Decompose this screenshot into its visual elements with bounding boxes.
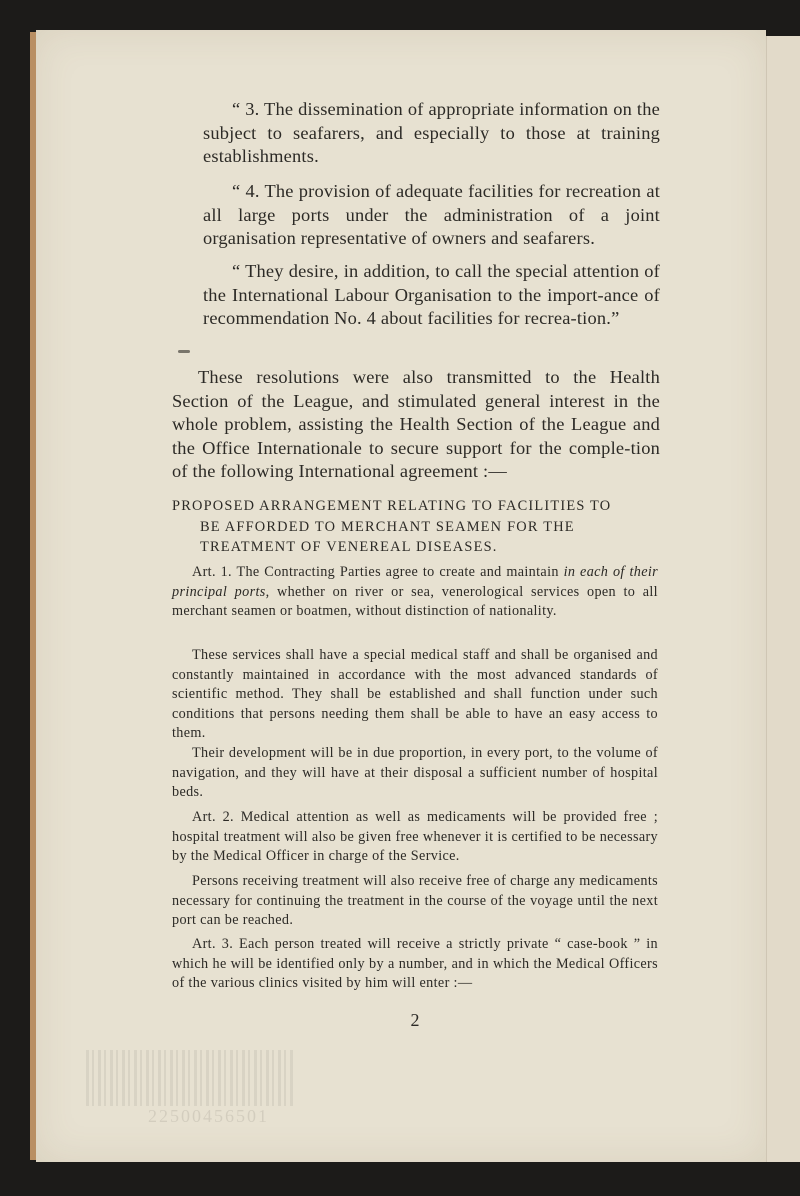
article-3: Art. 3. Each person treated will receive a strictly private “ case-book ” in which he will be identified only by a number, and in which the Medical Officers of the various clinics visited by him will enter :— [172, 936, 658, 991]
pencil-mark [178, 350, 190, 353]
article-1-text: Art. 1. The Contracting Parties agree to create and maintain [192, 564, 564, 580]
article-1-italic: in each of their principal ports [172, 564, 659, 600]
paragraph-item-4: “ 4. The provision of adequate facilities for recreation at all large ports under the administration of a joint organisation representative of owners and seafarers. [203, 181, 660, 248]
article-1-text-end: , whether on river or sea, venerological services open to all merchant seamen or boatmen, without distinction of nationality. [172, 583, 658, 619]
barcode-ghost [86, 1050, 296, 1106]
paragraph-persons: Persons receiving treatment will also receive free of charge any medicaments necessary for continuing the treatment in the course of the voyage until the next port can be reached. [172, 873, 658, 928]
paragraph-desire: “ They desire, in addition, to call the special attention of the International Labour Organisation to the import-ance of recommendation No. 4 about facilities for recrea-tion.” [203, 261, 660, 328]
article-2: Art. 2. Medical attention as well as medicaments will be provided free ; hospital treatment will also be given free whenever it is certified to be necessary by the Medical Officer in charge of the Service. [172, 809, 658, 864]
paragraph-services: These services shall have a special medical staff and shall be organised and constantly maintained in accordance with the most advanced standards of scientific method. They shall be established and shall function under such conditions that persons needing them shall be able to have an easy access to them. [172, 647, 658, 741]
page-number: 2 [410, 1010, 420, 1030]
heading-line-3: TREATMENT OF VENEREAL DISEASES. [200, 539, 498, 555]
heading-line-1: PROPOSED ARRANGEMENT RELATING TO FACILITIES TO [172, 498, 612, 514]
article-1 [172, 563, 658, 622]
paragraph-development: Their development will be in due proportion, in every port, to the volume of navigation, and they will have at their disposal a sufficient number of hospital beds. [172, 745, 658, 800]
arrangement-heading [172, 496, 672, 558]
heading-line-2: BE AFFORDED TO MERCHANT SEAMEN FOR THE [200, 518, 575, 535]
paragraph-item-3: “ 3. The dissemination of appropriate information on the subject to seafarers, and especially to those at training establishments. [203, 99, 660, 166]
adjacent-page-strip [766, 36, 800, 1162]
barcode-number: 22500456501 [148, 1106, 269, 1126]
paragraph-resolutions: These resolutions were also transmitted to the Health Section of the League, and stimulated general interest in the whole problem, assisting the Health Section of the League and the Office Internationale to secure support for the comple-tion of the following International agreement :— [172, 367, 660, 481]
